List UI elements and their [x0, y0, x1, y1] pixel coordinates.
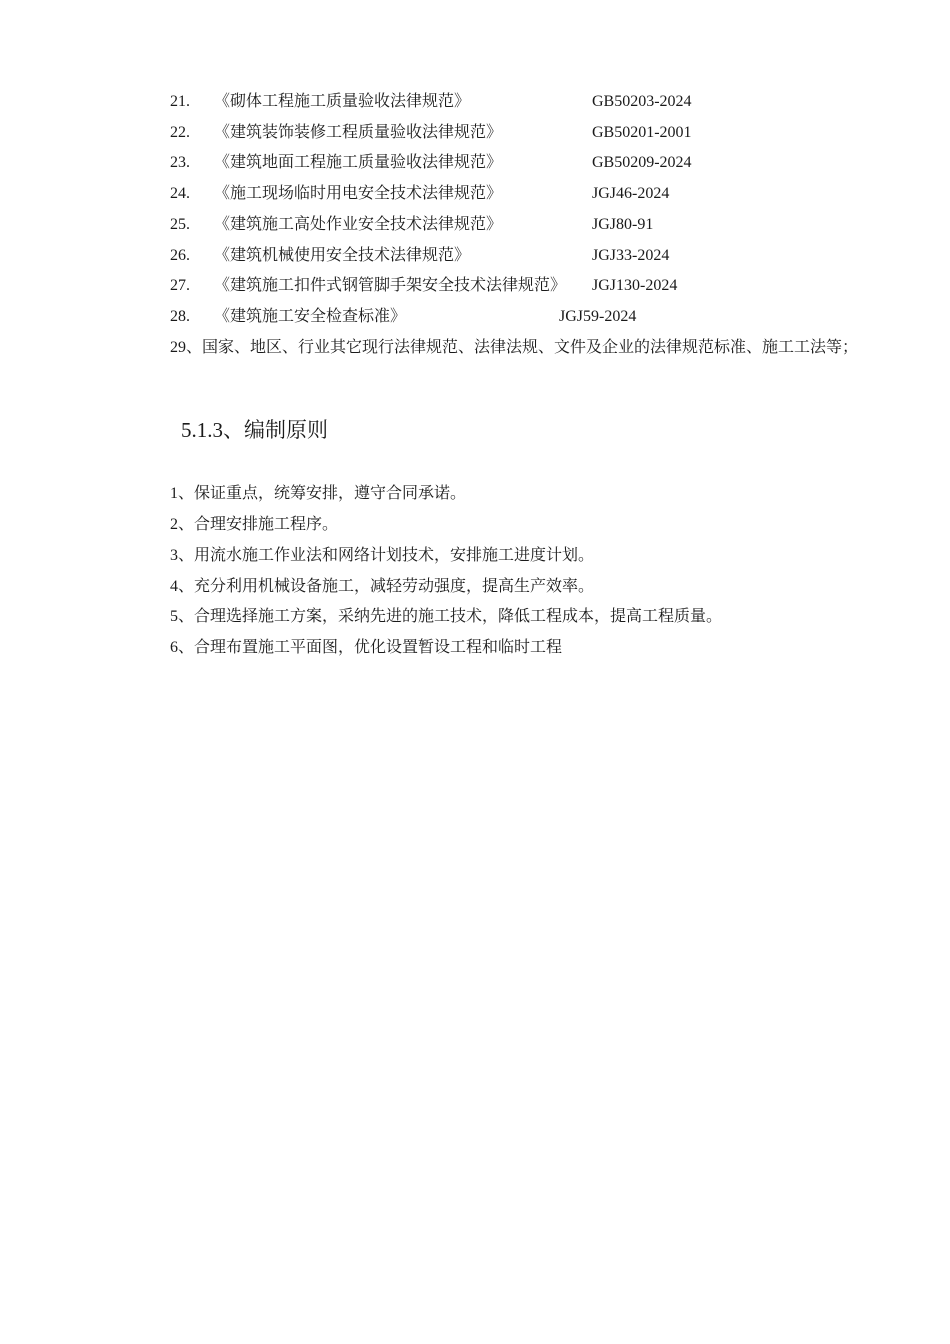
principle-item-6: 6、合理布置施工平面图，优化设置暂设工程和临时工程 [170, 639, 563, 656]
standard-code: JGJ59-2024 [559, 308, 637, 325]
standard-title: 《建筑施工安全检查标准》 [214, 308, 407, 325]
standard-item-29: 29、国家、地区、行业其它现行法律规范、法律法规、文件及企业的法律规范标准、施工工法等； [170, 339, 859, 356]
principle-item-4: 4、充分利用机械设备施工，减轻劳动强度，提高生产效率。 [170, 578, 595, 595]
standard-number: 25. [170, 216, 190, 233]
standard-number: 27. [170, 277, 190, 294]
standard-number: 21. [170, 93, 190, 110]
principle-item-1: 1、保证重点，统筹安排，遵守合同承诺。 [170, 485, 467, 502]
standard-title: 《建筑施工高处作业安全技术法律规范》 [214, 216, 503, 233]
standard-title: 《建筑施工扣件式钢管脚手架安全技术法律规范》 [214, 277, 567, 294]
principle-item-3: 3、用流水施工作业法和网络计划技术，安排施工进度计划。 [170, 547, 595, 564]
standard-title: 《建筑地面工程施工质量验收法律规范》 [214, 154, 503, 171]
standard-title: 《施工现场临时用电安全技术法律规范》 [214, 185, 503, 202]
standard-code: GB50209-2024 [592, 154, 692, 171]
standard-number: 22. [170, 124, 190, 141]
standard-code: GB50203-2024 [592, 93, 692, 110]
standard-number: 28. [170, 308, 190, 325]
standard-number: 24. [170, 185, 190, 202]
section-heading: 5.1.3、编制原则 [181, 418, 328, 442]
standard-title: 《建筑机械使用安全技术法律规范》 [214, 247, 471, 264]
standard-code: JGJ80-91 [592, 216, 654, 233]
standard-code: GB50201-2001 [592, 124, 692, 141]
principle-item-2: 2、合理安排施工程序。 [170, 516, 339, 533]
principle-item-5: 5、合理选择施工方案，采纳先进的施工技术，降低工程成本，提高工程质量。 [170, 608, 723, 625]
standard-title: 《砌体工程施工质量验收法律规范》 [214, 93, 471, 110]
standard-code: JGJ46-2024 [592, 185, 670, 202]
standard-code: JGJ130-2024 [592, 277, 678, 294]
standard-number: 23. [170, 154, 190, 171]
standard-code: JGJ33-2024 [592, 247, 670, 264]
standard-number: 26. [170, 247, 190, 264]
standard-title: 《建筑装饰装修工程质量验收法律规范》 [214, 124, 503, 141]
